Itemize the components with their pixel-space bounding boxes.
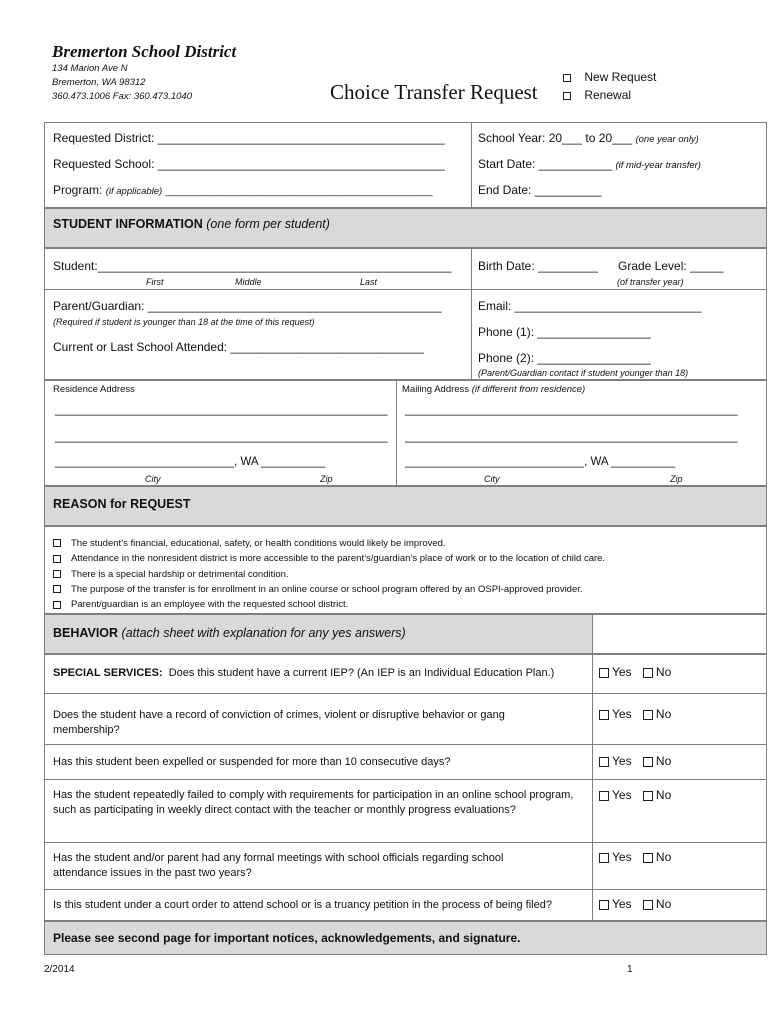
requested-school-field[interactable]: Requested School: ___________________________________________ (53, 157, 445, 171)
last-name-caption: Last (360, 277, 378, 287)
no-option[interactable]: No (643, 665, 671, 679)
yes-checkbox[interactable] (599, 791, 609, 801)
renewal-option[interactable] (563, 88, 631, 102)
yes-option[interactable]: Yes (599, 850, 632, 864)
residence-address-line1[interactable]: ____________________________________________________ (55, 404, 388, 416)
residence-zip-caption: Zip (320, 474, 333, 484)
form-date: 2/2014 (44, 964, 75, 975)
student-info-note: (one form per student) (206, 217, 330, 231)
attendance-question: Has the student and/or parent had any formal meetings with school officials regarding school attendance issues in the past two years? (53, 852, 504, 879)
start-date-note: (if mid-year transfer) (615, 160, 701, 171)
reason-item[interactable]: The student’s financial, educational, safety, or health conditions would likely be improved. (53, 536, 605, 551)
residence-city-zip-line[interactable]: ____________________________, WA __________ (55, 456, 326, 468)
yes-option[interactable]: Yes (599, 897, 632, 911)
yes-checkbox[interactable] (599, 757, 609, 767)
program-line: ________________________________________________ (165, 186, 433, 197)
divider (44, 842, 767, 843)
district-phone-fax: 360.473.1006 Fax: 360.473.1040 (52, 91, 192, 102)
no-checkbox[interactable] (643, 710, 653, 720)
form-title: Choice Transfer Request (330, 80, 538, 104)
renewal-label: Renewal (584, 88, 632, 102)
divider (592, 654, 593, 921)
divider (44, 289, 767, 290)
yes-option[interactable]: Yes (599, 665, 632, 679)
mailing-address-label: Mailing Address (402, 384, 470, 395)
program-field[interactable] (53, 183, 433, 197)
behavior-title: BEHAVIOR (53, 626, 119, 640)
special-services-label: SPECIAL SERVICES: (53, 667, 163, 679)
mailing-address-line2[interactable]: ____________________________________________________ (405, 431, 738, 443)
divider (471, 122, 472, 208)
residence-address-label: Residence Address (53, 384, 135, 395)
no-option[interactable]: No (643, 897, 671, 911)
no-checkbox[interactable] (643, 791, 653, 801)
district-address-line2: Bremerton, WA 98312 (52, 77, 146, 88)
expelled-answer (599, 754, 671, 768)
reason-checkbox[interactable] (53, 570, 61, 578)
student-info-heading (53, 217, 330, 231)
district-name: Bremerton School District (52, 42, 237, 61)
special-services-answer (599, 665, 671, 679)
behavior-note: (attach sheet with explanation for any yes answers) (121, 626, 406, 640)
yes-option[interactable]: Yes (599, 707, 632, 721)
page-number: 1 (627, 964, 633, 975)
first-name-caption: First (146, 277, 164, 287)
conviction-answer (599, 707, 671, 721)
mailing-address-line1[interactable]: ____________________________________________________ (405, 404, 738, 416)
yes-option[interactable]: Yes (599, 754, 632, 768)
attendance-answer (599, 850, 671, 864)
reason-checkbox[interactable] (53, 555, 61, 563)
grade-level-note: (of transfer year) (617, 277, 684, 287)
phone2-field[interactable]: Phone (2): _________________ (478, 351, 651, 365)
no-option[interactable]: No (643, 707, 671, 721)
divider (44, 744, 767, 745)
birth-date-field[interactable]: Birth Date: _________ (478, 259, 599, 273)
reason-item[interactable]: Attendance in the nonresident district is more accessible to the parent’s/guardian’s place of work or to the location of child care. (53, 551, 605, 566)
no-checkbox[interactable] (643, 668, 653, 678)
current-school-field[interactable]: Current or Last School Attended: _____________________________ (53, 340, 424, 354)
middle-name-caption: Middle (235, 277, 262, 287)
reason-checkbox[interactable] (53, 539, 61, 547)
residence-address-line2[interactable]: ____________________________________________________ (55, 431, 388, 443)
yes-checkbox[interactable] (599, 853, 609, 863)
yes-checkbox[interactable] (599, 668, 609, 678)
end-date-field[interactable]: End Date: __________ (478, 183, 602, 197)
student-info-title: STUDENT INFORMATION (53, 217, 203, 231)
no-option[interactable]: No (643, 850, 671, 864)
program-label: Program: (53, 183, 103, 197)
divider (592, 614, 593, 654)
requested-district-field[interactable]: Requested District: ___________________________________________ (53, 131, 445, 145)
phone-note: (Parent/Guardian contact if student younger than 18) (478, 368, 689, 378)
reason-item[interactable]: The purpose of the transfer is for enrollment in an online course or school program offered by an OSPI-approved provider. (53, 582, 605, 597)
divider (44, 693, 767, 694)
online-program-answer (599, 788, 671, 802)
renewal-checkbox[interactable] (563, 92, 571, 100)
no-checkbox[interactable] (643, 757, 653, 767)
district-address-line1: 134 Marion Ave N (52, 63, 128, 74)
no-option[interactable]: No (643, 788, 671, 802)
parent-guardian-note: (Required if student is younger than 18 at the time of this request) (53, 317, 315, 327)
parent-guardian-field[interactable]: Parent/Guardian: ____________________________________________ (53, 299, 442, 313)
program-note: (if applicable) (105, 186, 163, 197)
yes-checkbox[interactable] (599, 710, 609, 720)
behavior-heading (53, 626, 406, 640)
mailing-address-heading (402, 384, 585, 395)
reason-item[interactable]: There is a special hardship or detrimental condition. (53, 567, 605, 582)
new-request-option[interactable] (563, 70, 656, 84)
school-year-note: (one year only) (635, 134, 699, 145)
reason-heading: REASON for REQUEST (53, 497, 191, 511)
conviction-question: Does the student have a record of conviction of crimes, violent or disruptive behavior or gang membership? (53, 709, 505, 736)
no-checkbox[interactable] (643, 853, 653, 863)
yes-option[interactable]: Yes (599, 788, 632, 802)
email-field[interactable]: Email: ____________________________ (478, 299, 702, 313)
new-request-label: New Request (584, 70, 657, 84)
phone1-field[interactable]: Phone (1): _________________ (478, 325, 651, 339)
new-request-checkbox[interactable] (563, 74, 571, 82)
mailing-city-zip-line[interactable]: ____________________________, WA __________ (405, 456, 676, 468)
mailing-zip-caption: Zip (670, 474, 683, 484)
expelled-question: Has this student been expelled or suspended for more than 10 consecutive days? (53, 756, 451, 768)
no-option[interactable]: No (643, 754, 671, 768)
mailing-city-caption: City (484, 474, 500, 484)
no-checkbox[interactable] (643, 900, 653, 910)
mailing-address-note: (if different from residence) (471, 384, 586, 395)
residence-city-caption: City (145, 474, 161, 484)
yes-checkbox[interactable] (599, 900, 609, 910)
school-year-field[interactable] (478, 131, 699, 145)
student-name-field[interactable]: Student:_____________________________________________________ (53, 259, 452, 273)
divider (44, 779, 767, 780)
divider (396, 380, 397, 486)
reason-item[interactable]: Parent/guardian is an employee with the requested school district. (53, 597, 605, 612)
school-year-label: School Year: 20___ to 20___ (478, 131, 633, 145)
special-services-question (53, 666, 583, 681)
court-order-answer (599, 897, 671, 911)
reason-checkbox[interactable] (53, 585, 61, 593)
reason-checkbox[interactable] (53, 601, 61, 609)
special-services-text: Does this student have a current IEP? (An IEP is an Individual Education Plan.) (168, 667, 555, 679)
reason-list (53, 536, 605, 612)
grade-level-field[interactable]: Grade Level: _____ (618, 259, 724, 273)
start-date-field[interactable] (478, 157, 701, 171)
second-page-notice: Please see second page for important notices, acknowledgements, and signature. (53, 931, 521, 945)
online-program-question: Has the student repeatedly failed to comply with requirements for participation in an online school program, such as participating in weekly direct contact with the teacher or monthly progress evaluations? (53, 789, 574, 816)
court-order-question: Is this student under a court order to attend school or is a truancy petition in the process of being filed? (53, 899, 552, 911)
start-date-label: Start Date: ___________ (478, 157, 613, 171)
divider (44, 889, 767, 890)
divider (471, 248, 472, 380)
